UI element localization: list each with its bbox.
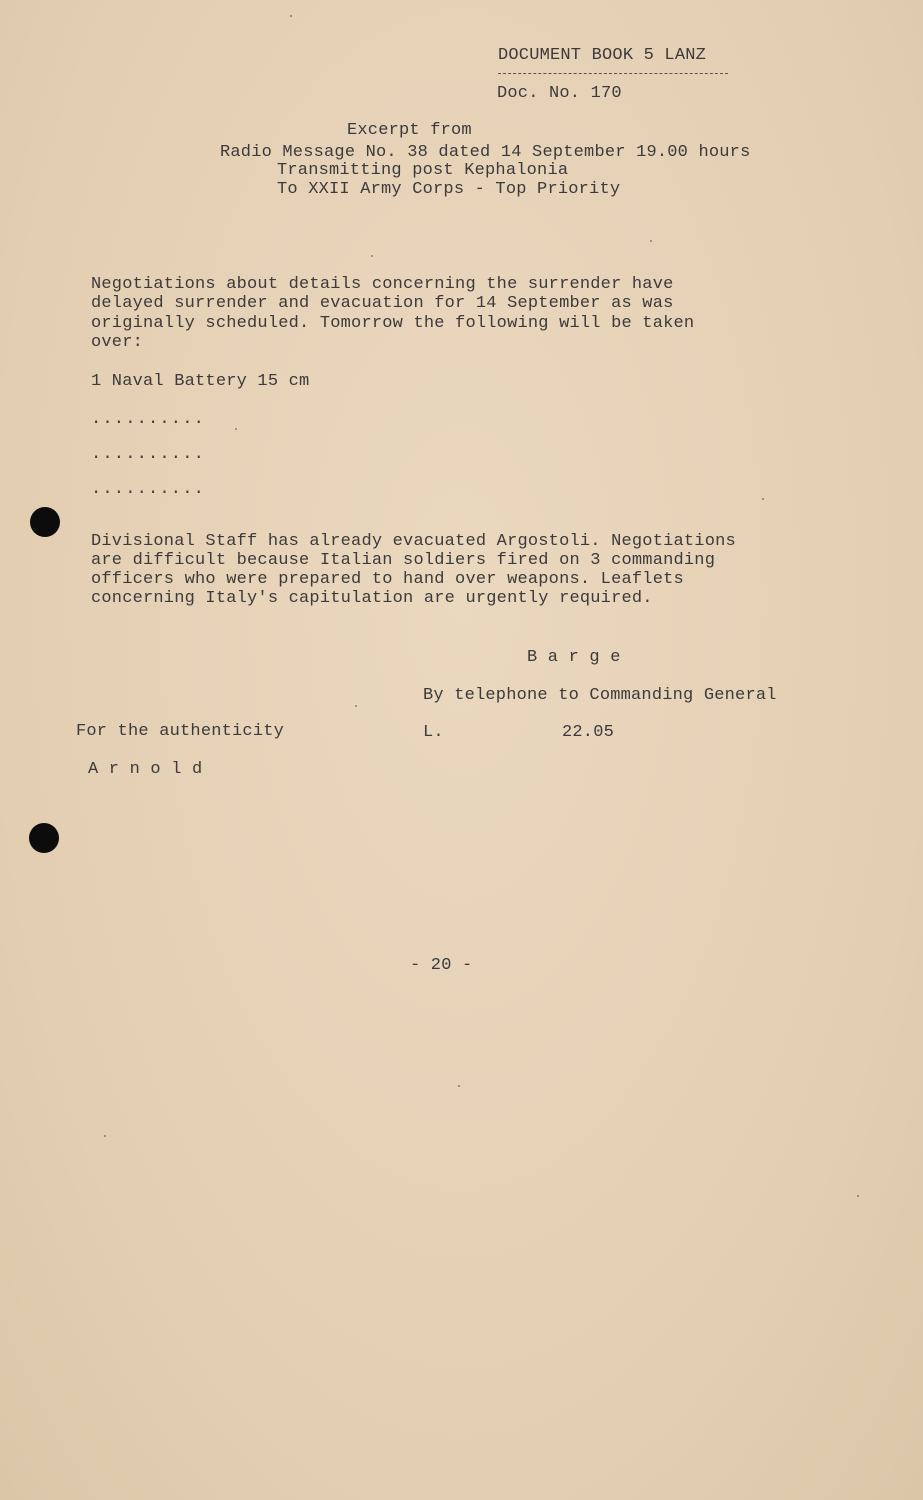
punch-hole-bottom [29, 823, 59, 853]
paper-speck [857, 1195, 859, 1197]
punch-hole-top [30, 507, 60, 537]
paragraph-1-line-1: Negotiations about details concerning the surrender have [91, 275, 674, 294]
paper-speck [290, 15, 292, 17]
paragraph-2-line-2: are difficult because Italian soldiers fired on 3 commanding [91, 551, 716, 570]
paragraph-1-line-4: over: [91, 333, 144, 352]
paper-speck [458, 1085, 460, 1087]
paragraph-2-line-4: concerning Italy's capitulation are urgently required. [91, 589, 653, 608]
paragraph-1-line-3: originally scheduled. Tomorrow the following will be taken [91, 314, 695, 333]
ellipsis-row-2: .......... [91, 445, 206, 464]
title-radio-message: Radio Message No. 38 dated 14 September 19.00 hours [220, 143, 751, 162]
signature-barge: B a r g e [527, 648, 621, 667]
initial-l: L. [423, 723, 444, 742]
title-excerpt: Excerpt from [347, 121, 472, 140]
paper-speck [355, 705, 357, 707]
page-number: - 20 - [410, 956, 473, 975]
header-rule [498, 73, 728, 74]
naval-battery-item: 1 Naval Battery 15 cm [91, 372, 310, 391]
title-transmitting-post: Transmitting post Kephalonia [277, 161, 569, 180]
title-recipient: To XXII Army Corps - Top Priority [277, 180, 621, 199]
certifier-arnold: A r n o l d [88, 760, 203, 779]
paper-speck [762, 498, 764, 500]
paper-speck [650, 240, 652, 242]
ellipsis-row-1: .......... [91, 410, 206, 429]
paragraph-2-line-1: Divisional Staff has already evacuated Argostoli. Negotiations [91, 532, 736, 551]
authenticity-label: For the authenticity [76, 722, 285, 741]
paragraph-1-line-2: delayed surrender and evacuation for 14 September as was [91, 294, 674, 313]
document-book-header: DOCUMENT BOOK 5 LANZ [498, 46, 707, 65]
ellipsis-row-3: .......... [91, 480, 206, 499]
paper-speck [104, 1135, 106, 1137]
paper-speck [235, 428, 237, 430]
telephone-note: By telephone to Commanding General [423, 686, 777, 705]
paper-speck [371, 255, 373, 257]
doc-number: Doc. No. 170 [497, 84, 622, 103]
time-stamp: 22.05 [562, 723, 615, 742]
paragraph-2-line-3: officers who were prepared to hand over weapons. Leaflets [91, 570, 684, 589]
